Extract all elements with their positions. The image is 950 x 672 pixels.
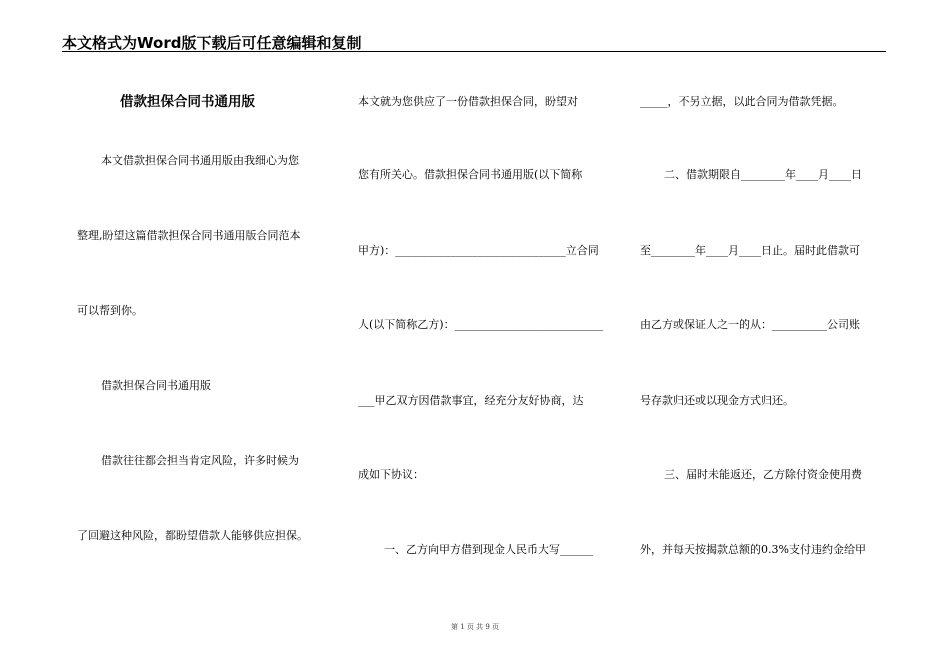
text-line: 人(以下简称乙方)：___________________________ (358, 318, 604, 331)
text-line: 借款担保合同书通用版 (101, 379, 211, 392)
text-line: 本文借款担保合同书通用版由我细心为您 (101, 154, 299, 167)
text-line: 至________年____月____日止。届时此借款可 (640, 244, 860, 257)
text-line: 三、届时未能返还，乙方除付资金使用费 (664, 468, 862, 481)
text-line: 可以帮到你。 (77, 304, 143, 317)
text-line: 一、乙方向甲方借到现金人民币大写______ (384, 543, 593, 556)
text-line: 了回避这种风险，都盼望借款人能够供应担保。 (77, 529, 308, 542)
text-line: 二、借款期限自________年____月____日 (664, 168, 862, 181)
text-line: _____，不另立据，以此合同为借款凭据。 (640, 95, 844, 108)
text-line: 本文就为您供应了一份借款担保合同，盼望对 (358, 95, 578, 108)
document-title: 借款担保合同书通用版 (120, 94, 255, 110)
text-line: 由乙方或保证人之一的从：__________公司账 (640, 318, 860, 331)
text-line: 您有所关心。借款担保合同书通用版(以下简称 (358, 168, 583, 181)
text-line: 成如下协议： (358, 468, 424, 481)
page-indicator: 第 1 页 共 9 页 (450, 623, 500, 631)
text-line: 借款往往都会担当肯定风险，许多时候为 (101, 454, 299, 467)
text-line: 外，并每天按揭款总额的0.3%支付违约金给甲 (640, 543, 866, 556)
text-line: ___甲乙双方因借款事宜，经充分友好协商，达 (358, 394, 584, 407)
text-line: 号存款归还或以现金方式归还。 (640, 394, 794, 407)
text-line: 整理,盼望这篇借款担保合同书通用版合同范本 (77, 229, 301, 242)
header-rule (62, 51, 886, 52)
document-header: 本文格式为Word版下载后可任意编辑和复制 (62, 34, 362, 52)
text-line: 甲方)：_______________________________立合同 (358, 244, 599, 257)
